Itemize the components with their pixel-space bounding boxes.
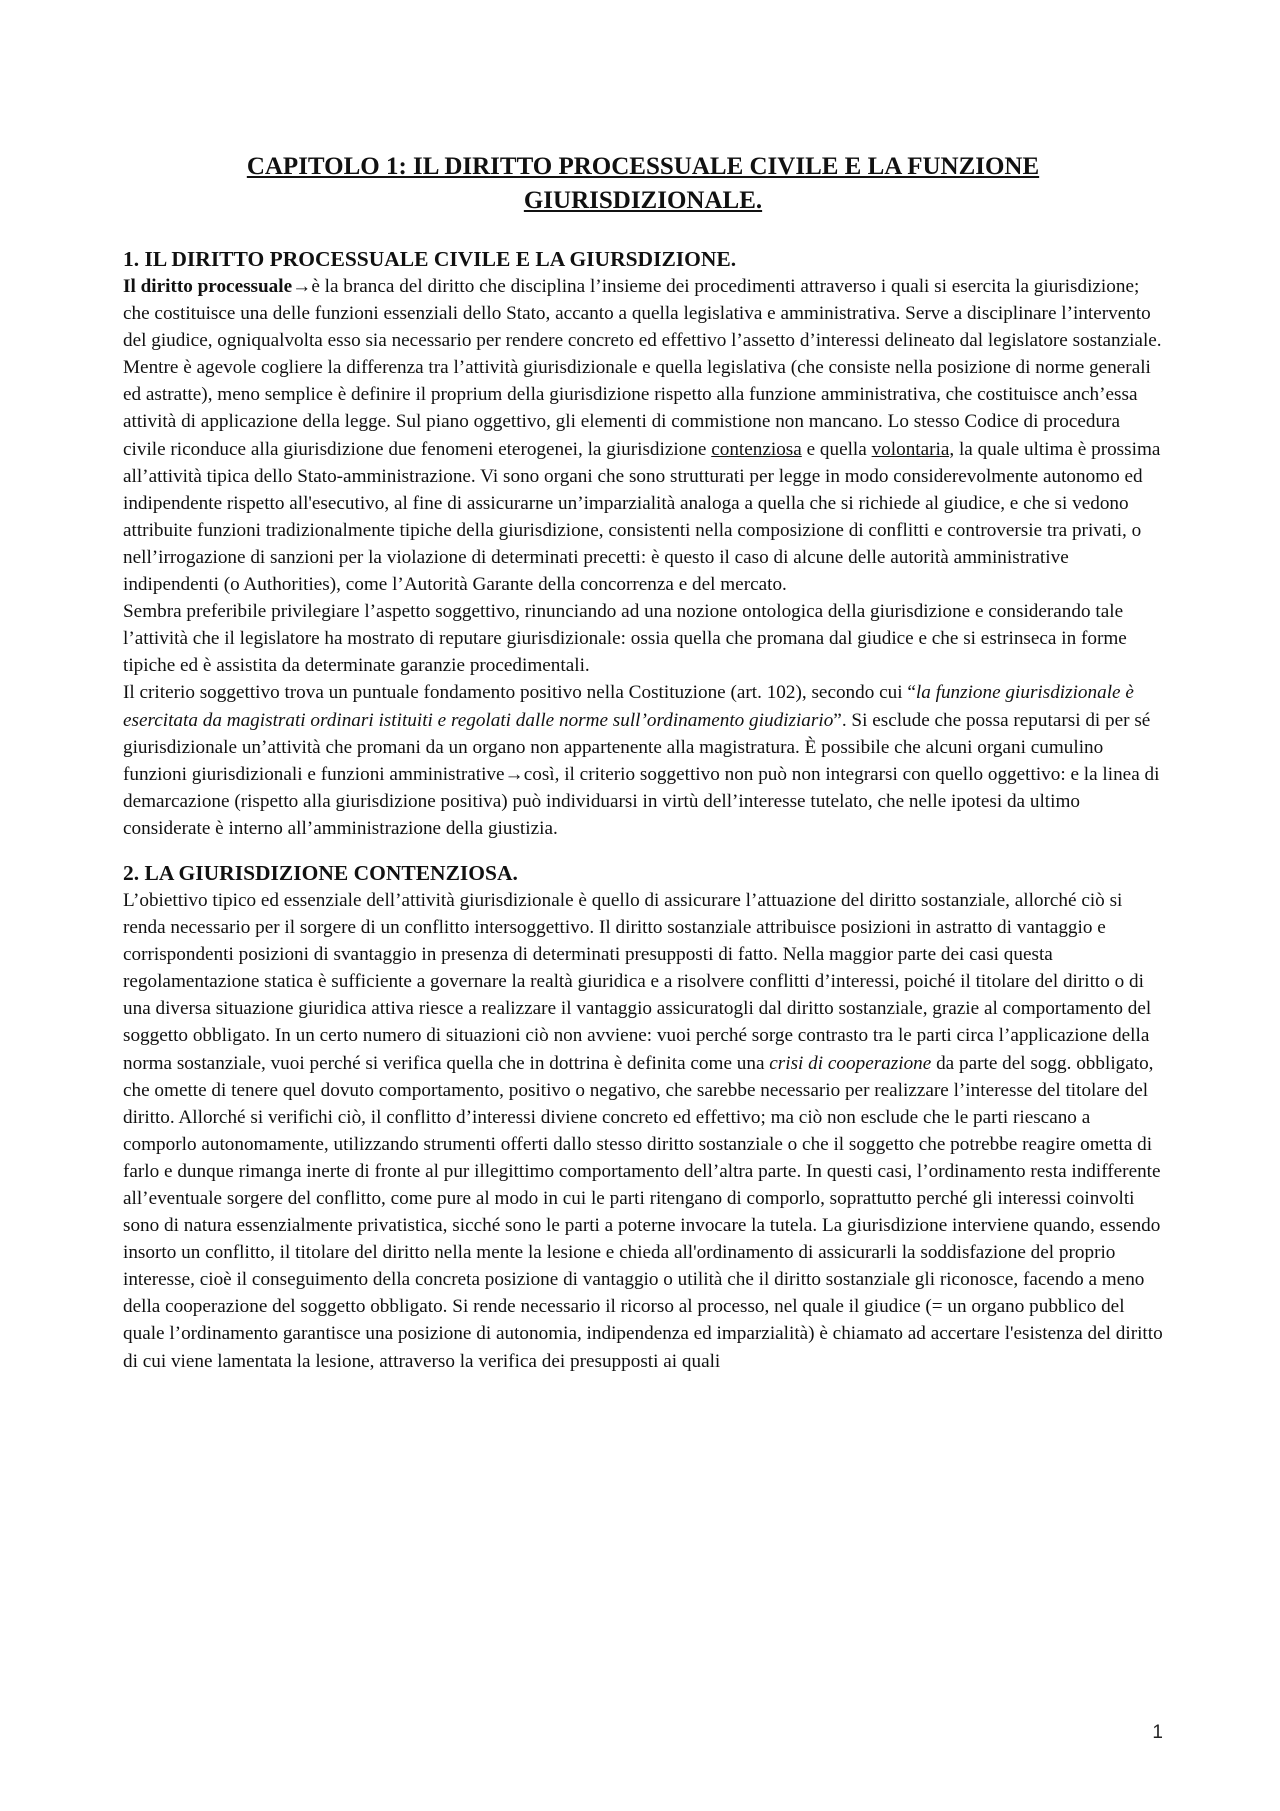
section-2-heading: 2. LA GIURISDIZIONE CONTENZIOSA. <box>123 860 518 885</box>
paragraph-text: la quale ultima è prossima all’attività tipica dello Stato-amministrazione. Vi sono organi che sono strutturati per legge in modo considerevolmente autonomo ed indipendente rispetto all'esecutivo, al fine di assicurarne un’imparzialità analoga a quella che si richiede al giudice, e che si vedono attribuite funzioni tradizionalmente tipiche della giurisdizione, consistenti nella composizione di conflitti e controversie tra privati, o nell’irrogazione di sanzioni per la violazione di determinati precetti: è questo il caso di alcune delle autorità amministrative indipendenti (o Authorities), come l’Autorità Garante della concorrenza e del mercato. <box>123 438 1161 596</box>
constitution-quote: la funzione giurisdizionale è esercitata da magistrati ordinari istituiti e regolati dalle norme sull’ordinamento giudiziario <box>123 682 1134 731</box>
section-1-paragraph-1 <box>123 273 1163 354</box>
underlined-term-volontaria: volontaria, <box>871 438 955 460</box>
section-1-heading: 1. IL DIRITTO PROCESSUALE CIVILE E LA GIURSDIZIONE. <box>123 247 737 271</box>
underlined-term-contenziosa: contenziosa <box>711 438 802 460</box>
paragraph-text: L’obiettivo tipico ed essenziale dell’attività giurisdizionale è quello di assicurare l’attuazione del diritto sostanziale, allorché ciò si renda necessario per il sorgere di un conflitto intersoggettivo. Il diritto sostanziale attribuisce posizioni in astratto di vantaggio e corrispondenti posizioni di svantaggio in presenza di determinati presupposti di fatto. Nella maggior parte dei casi questa regolamentazione statica è sufficiente a governare la realtà giuridica e a risolvere conflitti d’interessi, poiché il titolare del diritto o di una diversa situazione giuridica attiva riesce a realizzare il vantaggio assicuratogli dal diritto sostanziale, grazie al comportamento del soggetto obbligato. In un certo numero di situazioni ciò non avviene: vuoi perché sorge contrasto tra le parti circa l’applicazione della norma sostanziale, vuoi perché si verifica quella che in dottrina è definita come una <box>123 889 1152 1074</box>
arrow-icon: → <box>292 276 312 297</box>
paragraph-text: è la branca del diritto che disciplina l’insieme dei procedimenti attraverso i quali si esercita la giurisdizione; che costituisce una delle funzioni essenziali dello Stato, accanto a quella legislativa e amministrativa. Serve a disciplinare l’intervento del giudice, ogniqualvolta esso sia necessario per rendere concreto ed effettivo l’assetto d’interessi delineato dal legislatore sostanziale. <box>123 276 1162 352</box>
document-page <box>123 150 1163 1375</box>
paragraph-text: ”. Si esclude che possa reputarsi di per sé giurisdizionale un’attività che promani da un organo non appartenente alla magistratura. È possibile che alcuni organi cumulino funzioni giurisdizionali e funzioni amministrative <box>123 709 1151 785</box>
chapter-title: CAPITOLO 1: IL DIRITTO PROCESSUALE CIVILE E LA FUNZIONE GIURISDIZIONALE. <box>246 153 1040 214</box>
paragraph-text: e quella <box>801 438 872 460</box>
section-2-paragraph-1 <box>123 887 1163 1375</box>
paragraph-text: da parte del sogg. obbligato, che omette di tenere quel dovuto comportamento, positivo o negativo, che sarebbe necessario per realizzare l’interesse del titolare del diritto. Allorché si verifichi ciò, il conflitto d’interessi diviene concreto ed effettivo; ma ciò non esclude che le parti riescano a comporlo autonomamente, utilizzando strumenti offerti dallo stesso diritto sostanziale o che il soggetto che potrebbe reagire ometta di farlo e dunque rimanga inerte di fronte al pur illegittimo comportamento dell’altra parte. In questi casi, l’ordinamento resta indifferente all’eventuale sorgere del conflitto, come pure al modo in cui le parti ritengano di comporlo, soprattutto perché gli interessi coinvolti sono di natura essenzialmente privatistica, sicché sono le parti a poterne invocare la tutela. La giurisdizione interviene quando, essendo insorto un conflitto, il titolare del diritto nella mente la lesione e chieda all'ordinamento di assicurarli la soddisfazione del proprio interesse, cioè il conseguimento della concreta posizione di vantaggio o utilità che il diritto sostanziale gli riconosce, facendo a meno della cooperazione del soggetto obbligato. Si rende necessario il ricorso al processo, nel quale il giudice (= un organo pubblico del quale l’ordinamento garantisce una posizione di autonomia, indipendenza ed imparzialità) è chiamato ad accertare l'esistenza del diritto di cui viene lamentata la lesione, attraverso la verifica dei presupposti ai quali <box>123 1052 1163 1372</box>
page-number: 1 <box>1152 1722 1163 1743</box>
italic-term-crisi-di-cooperazione: crisi di cooperazione <box>769 1052 932 1074</box>
paragraph-text: Mentre è agevole cogliere la differenza tra l’attività giurisdizionale e quella legislativa (che consiste nella posizione di norme generali ed astratte), meno semplice è definire il proprium della giurisdizione rispetto alla funzione amministrativa, che costituisce anch’essa attività di applicazione della legge. Sul piano oggettivo, gli elementi di commistione non mancano. Lo stesso Codice di procedura civile riconduce alla giurisdizione due fenomeni eterogenei, la giurisdizione <box>123 357 1151 460</box>
arrow-icon: → <box>504 763 524 785</box>
paragraph-text: Il criterio soggettivo trova un puntuale fondamento positivo nella Costituzione (art. 102), secondo cui “ <box>123 682 916 704</box>
section-1-paragraph-3: Sembra preferibile privilegiare l’aspetto soggettivo, rinunciando ad una nozione ontologica della giurisdizione e considerando tale l’attività che il legislatore ha mostrato di reputare giurisdizionale: ossia quella che promana dal giudice e che si estrinseca in forme tipiche ed è assistita da determinate garanzie procedimentali. <box>123 601 1127 677</box>
paragraph-text: così, il criterio soggettivo non può non integrarsi con quello oggettivo: e la linea di demarcazione (rispetto alla giurisdizione positiva) può individuarsi in virtù dell’interesse tutelato, che nelle ipotesi da ultimo considerate è interno all’amministrazione della giustizia. <box>123 763 1160 839</box>
section-1-paragraph-4 <box>123 679 1163 842</box>
section-1-paragraph-2 <box>123 354 1163 598</box>
term-diritto-processuale: Il diritto processuale <box>123 276 293 297</box>
